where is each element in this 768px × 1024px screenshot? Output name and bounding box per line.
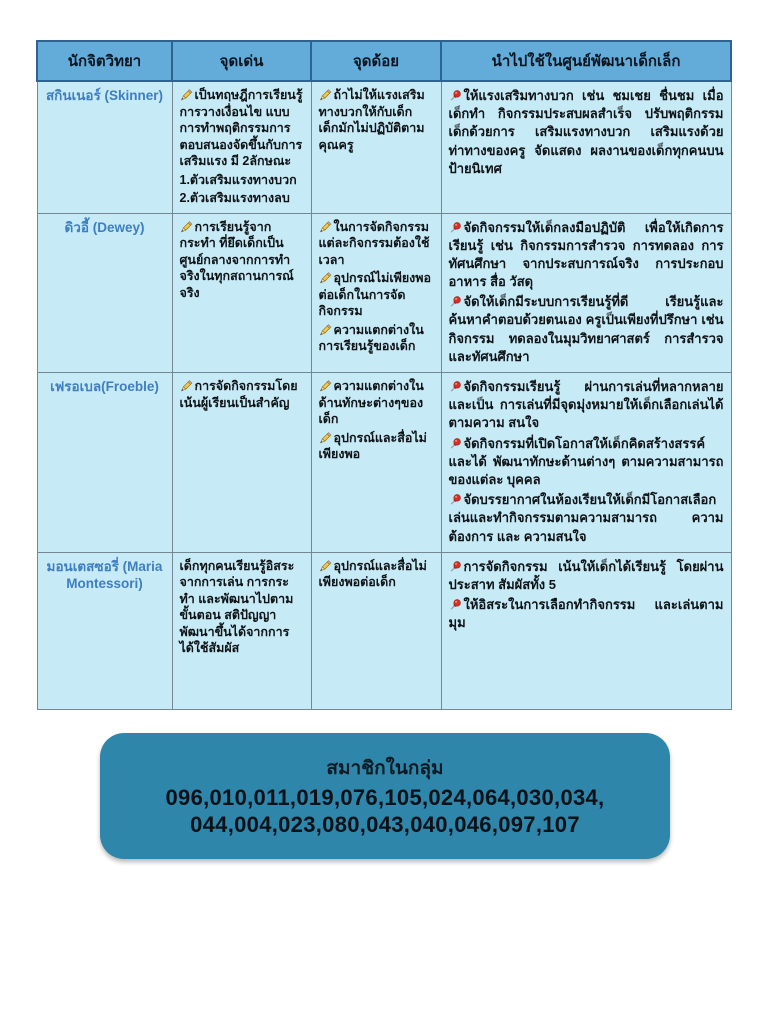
cell-text: 2.ตัวเสริมแรงทางลบ bbox=[179, 191, 290, 205]
header-strengths: จุดเด่น bbox=[172, 41, 311, 81]
pencil-icon bbox=[319, 322, 334, 339]
cell-item bbox=[319, 430, 434, 463]
strengths-cell bbox=[172, 373, 311, 553]
cell-item bbox=[319, 219, 434, 269]
cell-text: การเรียนรู้จากกระทำ ที่ยึดเด็กเป็นศูนย์กลางจากการทำจริงในทุกสถานการณ์จริง bbox=[179, 219, 294, 300]
pushpin-icon bbox=[449, 87, 464, 105]
pencil-icon bbox=[180, 378, 195, 395]
cell-item bbox=[449, 491, 724, 546]
strengths-cell bbox=[172, 81, 311, 213]
cell-text: จัดกิจกรรมเรียนรู้ ผ่านการเล่นที่หลากหลายและเป็น การเล่นที่มีจุดมุ่งหมายให้เด็กเลือกเล่นได้ตามความ สนใจ bbox=[448, 379, 724, 431]
cell-text: การจัดกิจกรรมโดยเน้นผู้เรียนเป็นสำคัญ bbox=[179, 379, 298, 410]
cell-item bbox=[449, 293, 724, 366]
group-members-box bbox=[100, 733, 670, 859]
strengths-cell bbox=[172, 213, 311, 373]
table-header bbox=[37, 41, 731, 81]
cell-text: เด็กทุกคนเรียนรู้อิสระจากการเล่น การกระทำ และพัฒนาไปตามขั้นตอน สติปัญญาพัฒนาขึ้นได้จากการได้ใช้สัมผัส bbox=[179, 558, 295, 656]
pushpin-icon bbox=[449, 596, 464, 614]
weaknesses-cell bbox=[311, 373, 441, 553]
cell-item bbox=[449, 435, 724, 490]
psychologist-name: เฟรอเบล(Froeble) bbox=[37, 373, 172, 553]
pencil-icon bbox=[319, 219, 334, 236]
cell-text: ให้อิสระในการเลือกทำกิจกรรม และเล่นตามมุม bbox=[448, 597, 724, 631]
cell-text: อุปกรณ์และสื่อไม่เพียงพอ bbox=[318, 430, 427, 461]
group-members-title: สมาชิกในกลุ่ม bbox=[326, 758, 444, 780]
psychologist-name: สกินเนอร์ (Skinner) bbox=[37, 81, 172, 213]
pencil-icon bbox=[180, 219, 195, 236]
cell-item bbox=[319, 87, 434, 153]
applications-cell bbox=[441, 213, 731, 373]
cell-item bbox=[180, 378, 304, 411]
cell-item bbox=[180, 219, 304, 302]
applications-cell bbox=[441, 373, 731, 553]
header-applications: นำไปใช้ในศูนย์พัฒนาเด็กเล็ก bbox=[441, 41, 731, 81]
strengths-cell bbox=[172, 552, 311, 709]
pushpin-icon bbox=[449, 378, 464, 396]
pencil-icon bbox=[319, 270, 334, 287]
cell-text: ถ้าไม่ให้แรงเสริมทางบวกให้กับเด็ก เด็กมักไม่ปฏิบัติตามคุณครู bbox=[318, 88, 425, 152]
cell-text: เป็นทฤษฎีการเรียนรู้การวางเงื่อนไข แบบการทำพฤติกรรมการตอบสนองจัดขึ้นกับการเสริมแรง มี 2ลักษณะ bbox=[179, 88, 303, 168]
cell-item bbox=[319, 322, 434, 355]
pencil-icon bbox=[319, 378, 334, 395]
pushpin-icon bbox=[449, 293, 464, 311]
pencil-icon bbox=[180, 87, 195, 104]
pencil-icon bbox=[319, 558, 334, 575]
cell-item bbox=[180, 558, 304, 657]
cell-item bbox=[319, 270, 434, 320]
cell-text: ให้แรงเสริมทางบวก เช่น ชมเชย ชื่นชม เมื่อเด็กทำ กิจกรรมประสบผลสำเร็จ ปรับพฤติกรรมเด็กด้วยการ เสริมแรงทางบวก เสริมแรงด้วยท่าทางของครู จัดแสดง ผลงานของเด็กทุกคนบนป้ายนิเทศ bbox=[448, 88, 724, 176]
header-psychologist: นักจิตวิทยา bbox=[37, 41, 172, 81]
table-body bbox=[37, 81, 731, 709]
table-row bbox=[37, 373, 731, 553]
cell-item bbox=[449, 378, 724, 433]
cell-item bbox=[180, 87, 304, 170]
applications-cell bbox=[441, 552, 731, 709]
cell-item bbox=[449, 87, 724, 178]
cell-item bbox=[319, 378, 434, 428]
pushpin-icon bbox=[449, 219, 464, 237]
cell-text: จัดกิจกรรมให้เด็กลงมือปฏิบัติ เพื่อให้เกิดการเรียนรู้ เช่น กิจกรรมการสำรวจ การทดลอง การทัศนศึกษา จากประสบการณ์จริง การประกอบอาหาร สื่อ วัสดุ bbox=[448, 219, 724, 290]
weaknesses-cell bbox=[311, 81, 441, 213]
table-row bbox=[37, 81, 731, 213]
table-row bbox=[37, 213, 731, 373]
weaknesses-cell bbox=[311, 213, 441, 373]
applications-cell bbox=[441, 81, 731, 213]
cell-item bbox=[449, 219, 724, 292]
cell-text: จัดกิจกรรมที่เปิดโอกาสให้เด็กคิดสร้างสรรค์ และได้ พัฒนาทักษะด้านต่างๆ ตามความสามารถของแต่ละ บุคคล bbox=[448, 435, 724, 487]
cell-item bbox=[180, 190, 304, 207]
pushpin-icon bbox=[449, 435, 464, 453]
cell-text: ในการจัดกิจกรรมแต่ละกิจกรรมต้องใช้เวลา bbox=[318, 219, 430, 267]
cell-text: จัดบรรยากาศในห้องเรียนให้เด็กมีโอกาสเลือกเล่นและทำกิจกรรมตามความสามารถ ความต้องการ และ ความสนใจ bbox=[448, 492, 724, 544]
psychologist-name: ดิวอี้ (Dewey) bbox=[37, 213, 172, 373]
pencil-icon bbox=[319, 87, 334, 104]
psychologists-table bbox=[36, 40, 732, 710]
cell-text: การจัดกิจกรรม เน้นให้เด็กได้เรียนรู้ โดยผ่านประสาท สัมผัสทั้ง 5 bbox=[448, 558, 724, 592]
cell-text: 1.ตัวเสริมแรงทางบวก bbox=[179, 172, 297, 187]
psychologist-name: มอนเตสซอรี่ (Maria Montessori) bbox=[37, 552, 172, 709]
cell-item bbox=[319, 558, 434, 591]
header-weaknesses: จุดด้อย bbox=[311, 41, 441, 81]
cell-text: อุปกรณ์และสื่อไม่เพียงพอต่อเด็ก bbox=[318, 558, 427, 590]
cell-item bbox=[449, 596, 724, 632]
pencil-icon bbox=[319, 430, 334, 447]
cell-text: อุปกรณ์ไม่เพียงพอต่อเด็กในการจัดกิจกรรม bbox=[318, 271, 432, 318]
group-members-line-1: 096,010,011,019,076,105,024,064,030,034, bbox=[165, 785, 605, 811]
pushpin-icon bbox=[449, 558, 464, 576]
pushpin-icon bbox=[449, 491, 464, 509]
cell-text: ความแตกต่างในการเรียนรู้ของเด็ก bbox=[318, 322, 424, 353]
cell-text: จัดให้เด็กมีระบบการเรียนรู้ที่ดี เรียนรู้และค้นหาคำตอบด้วยตนเอง ครูเป็นเพียงที่ปรึกษา เช่น กิจกรรม ทดลองในมุมวิทยาศาสตร์ การสำรวจ และทัศนศึกษา bbox=[448, 294, 724, 364]
weaknesses-cell bbox=[311, 552, 441, 709]
cell-item bbox=[180, 172, 304, 189]
group-members-line-2: 044,004,023,080,043,040,046,097,107 bbox=[190, 812, 580, 837]
cell-text: ความแตกต่างในด้านทักษะต่างๆของเด็ก bbox=[318, 379, 424, 426]
cell-item bbox=[449, 558, 724, 594]
table-row bbox=[37, 552, 731, 709]
